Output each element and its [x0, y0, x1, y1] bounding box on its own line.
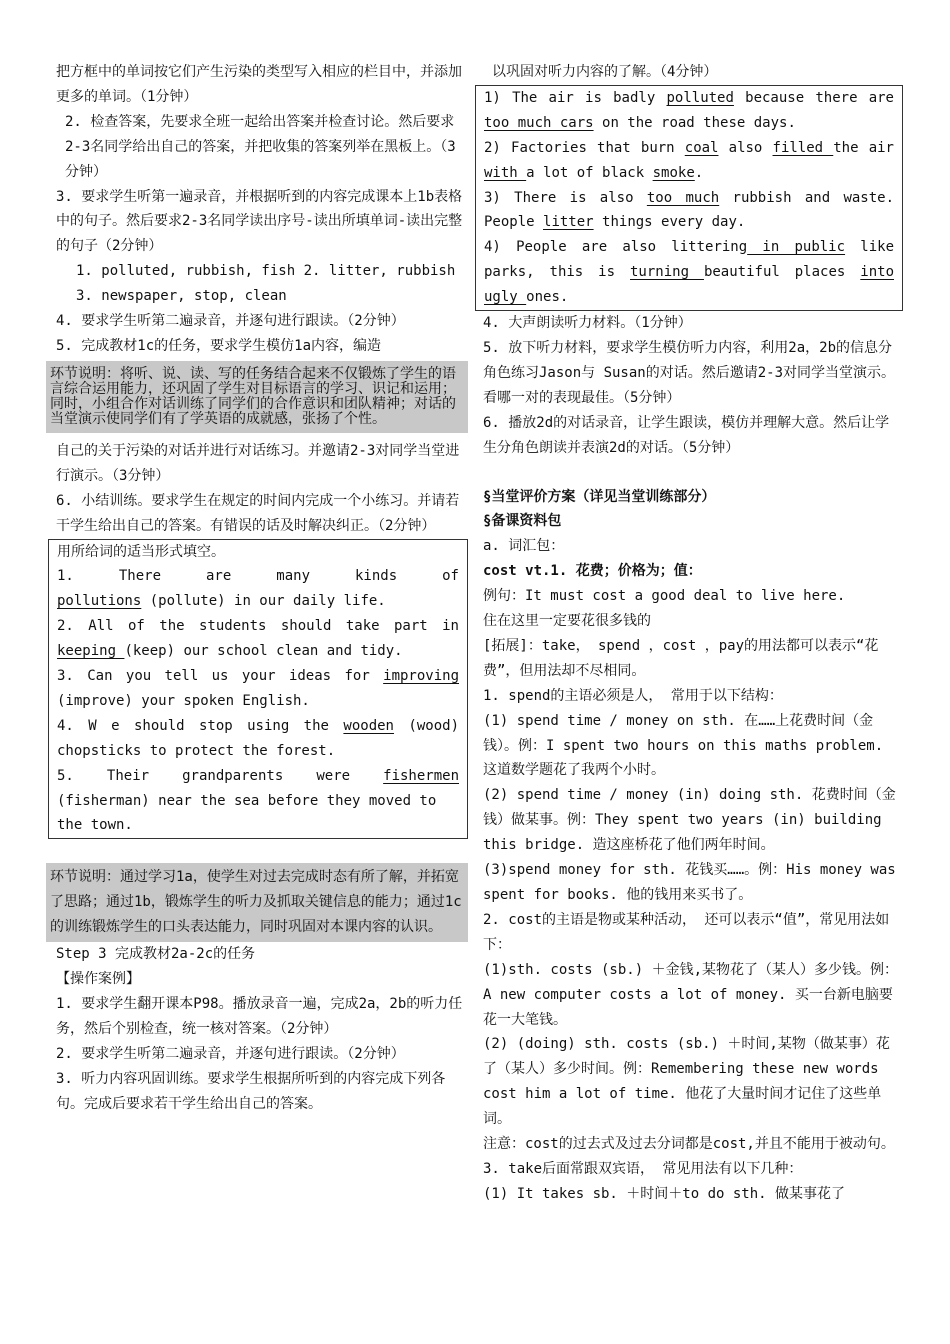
listening-box — [475, 85, 903, 311]
answer: litter — [543, 214, 594, 231]
answer: coal — [684, 139, 719, 156]
answer: with — [484, 164, 527, 181]
paragraph: 3. 要求学生听第一遍录音，并根据听到的内容完成课本上1b表格中的句子。然后要求2-3名同学读出序号-读出所填单词-读出完整的句子（2分钟） — [56, 188, 463, 255]
exercise-item: 5. Their grandparents were fishermen — [57, 767, 459, 784]
exercise-title: 用所给词的适当形式填空。 — [57, 543, 225, 560]
answer: filled — [772, 139, 834, 156]
paragraph: 2. 要求学生听第二遍录音，并逐句进行跟读。（2分钟） — [56, 1045, 405, 1062]
exercise-item: chopsticks to protect the forest. — [57, 742, 336, 759]
sentence: 4) People are also littering in public like — [484, 239, 894, 256]
exercise-item: pollutions (pollute) in our daily life. — [57, 593, 386, 610]
entry-head: cost vt.1. 花费；价格为；值： — [483, 563, 702, 580]
case-heading: 【操作案例】 — [56, 971, 140, 987]
paragraph: 5. 放下听力材料，要求学生模仿听力内容，利用2a，2b的信息分角色练习Jason与 Susan的对话。然后邀请2-3对同学当堂演示。看哪一对的表现最佳。（5分钟） — [483, 339, 896, 406]
answer: polluted — [666, 89, 734, 106]
paragraph: 6. 小结训练。要求学生在规定的时间内完成一个小练习。并请若干学生给出自己的答案。有错误的话及时解决纠正。（2分钟） — [56, 492, 460, 534]
answer-line: 1. polluted, rubbish, fish 2. litter, rubbish — [76, 263, 456, 280]
section-heading: §备课资料包 — [483, 513, 562, 530]
paragraph: 1. spend的主语必须是人， 常用于以下结构： — [483, 687, 783, 704]
paragraph: 2. cost的主语是物或某种活动， 还可以表示“值”，常见用法如下： — [483, 911, 890, 953]
exercise-box — [48, 539, 468, 840]
answer: ugly — [484, 289, 527, 306]
left-column — [50, 60, 468, 1116]
paragraph: 自己的关于污染的对话并进行对话练习。并邀请2-3对同学当堂进行演示。（3分钟） — [56, 442, 460, 484]
section-note: 环节说明：将听、说、读、写的任务结合起来不仅锻炼了学生的语言综合运用能力，还巩固了学生对目标语言的学习、识记和运用；同时，小组合作对话训练了同学们的合作意识和团队精神；对话的当堂演示使同学们有了学英语的成就感，张扬了个性。 — [46, 361, 468, 433]
paragraph: 住在这里一定要花很多钱的 — [483, 613, 651, 630]
paragraph: 5. 完成教材1c的任务，要求学生模仿1a内容，编造 — [56, 337, 381, 354]
sentence: too much cars on the road these days. — [484, 114, 796, 131]
sentence: ugly ones. — [484, 289, 569, 306]
section-note: 环节说明：通过学习1a，使学生对过去完成时态有所了解，并拓宽了思路；通过1b，锻炼学生的听力及抓取关键信息的能力；通过1c的训练锻炼学生的口头表达能力，同时巩固对本课内容的认识。 — [46, 863, 468, 942]
answer: too much cars — [484, 114, 594, 131]
paragraph: 以巩固对听力内容的了解。（4分钟） — [492, 64, 718, 80]
vocab-label: a. 词汇包： — [483, 538, 565, 555]
exercise-item: 4. W e should stop using the wooden (wood) — [57, 717, 459, 734]
exercise-item: keeping (keep) our school clean and tidy. — [57, 643, 403, 660]
spacer — [483, 461, 903, 485]
exercise-item: (improve) your spoken English. — [57, 692, 310, 709]
paragraph: (2) spend time / money (in) doing sth. 花费时间（金钱）做某事。例：They spent two years (in) building this bridge. 造这座桥花了他们两年时间。 — [483, 787, 896, 854]
paragraph: 4. 要求学生听第二遍录音，并逐句进行跟读。（2分钟） — [56, 313, 405, 330]
answer: smoke — [652, 164, 695, 181]
answer: in public — [747, 239, 846, 256]
answer: keeping — [57, 643, 125, 660]
section-heading: §当堂评价方案（详见当堂训练部分） — [483, 488, 716, 505]
paragraph: 把方框中的单词按它们产生污染的类型写入相应的栏目中，并添加更多的单词。（1分钟） — [56, 64, 462, 105]
spacer — [56, 839, 468, 863]
paragraph: 注意：cost的过去式及过去分词都是cost,并且不能用于被动句。 — [483, 1136, 895, 1153]
sentence: parks, this is turning beautiful places into — [484, 264, 894, 281]
answer: wooden — [343, 717, 394, 734]
sentence: 1) The air is badly polluted because there are — [484, 89, 894, 106]
sentence: People litter things every day. — [484, 214, 746, 231]
paragraph: (1) spend time / money on sth. 在……上花费时间（金钱）。例：I spent two hours on this maths problem. 这道数学题花了我两个小时。 — [483, 712, 884, 779]
paragraph: 例句：It must cost a good deal to live here. — [483, 588, 846, 605]
paragraph: 3. 听力内容巩固训练。要求学生根据所听到的内容完成下列各句。完成后要求若干学生给出自己的答案。 — [56, 1070, 446, 1112]
paragraph: 3. take后面常跟双宾语， 常见用法有以下几种： — [483, 1160, 803, 1177]
paragraph: (1) It takes sb. ＋时间＋to do sth. 做某事花了 — [483, 1185, 846, 1202]
step-heading: Step 3 完成教材2a-2c的任务 — [56, 946, 256, 963]
exercise-item: 3. Can you tell us your ideas for improving — [57, 668, 459, 685]
answer-line: 3. newspaper, stop, clean — [76, 288, 287, 305]
paragraph: (2) (doing) sth. costs (sb.) ＋时间,某物（做某事）花了（某人）多少时间。例：Remembering these new words cost him a lot of time. 他花了大量时间才记住了这些单词。 — [483, 1036, 890, 1128]
exercise-item: 1. There are many kinds of — [57, 568, 459, 585]
paragraph: 1. 要求学生翻开课本P98。播放录音一遍，完成2a，2b的听力任务，然后个别检查，统一核对答案。（2分钟） — [56, 995, 463, 1037]
sentence: with a lot of black smoke. — [484, 164, 704, 181]
right-column — [483, 60, 903, 1207]
sentence: 3) There is also too much rubbish and waste. — [484, 189, 895, 206]
answer: pollutions — [57, 593, 142, 610]
answer: improving — [383, 668, 459, 685]
paragraph: 2. 检查答案，先要求全班一起给出答案并检查讨论。然后要求2-3名同学给出自己的答案，并把收集的答案列举在黑板上。（3分钟） — [65, 113, 456, 180]
answer: turning — [630, 264, 704, 281]
answer: fishermen — [383, 767, 459, 784]
paragraph: 6. 播放2d的对话录音，让学生跟读，模仿并理解大意。然后让学生分角色朗读并表演2d的对话。（5分钟） — [483, 414, 890, 456]
exercise-item: 2. All of the students should take part in — [57, 618, 459, 635]
paragraph: (1)sth. costs (sb.) ＋金钱,某物花了（某人）多少钱。例：A new computer costs a lot of money. 买一台新电脑要花一大笔钱。 — [483, 961, 899, 1028]
answer: too much — [646, 189, 720, 206]
paragraph: [拓展]：take， spend ，cost ，pay的用法都可以表示“花费”，但用法却不尽相同。 — [483, 637, 879, 679]
paragraph: (3)spend money for sth. 花钱买……。例：His money was spent for books. 他的钱用来买书了。 — [483, 862, 896, 903]
exercise-item: (fisherman) near the sea before they moved to the town. — [57, 792, 437, 834]
answer: into — [860, 264, 894, 281]
sentence: 2) Factories that burn coal also filled the air — [484, 139, 894, 156]
paragraph: 4. 大声朗读听力材料。（1分钟） — [483, 315, 692, 332]
